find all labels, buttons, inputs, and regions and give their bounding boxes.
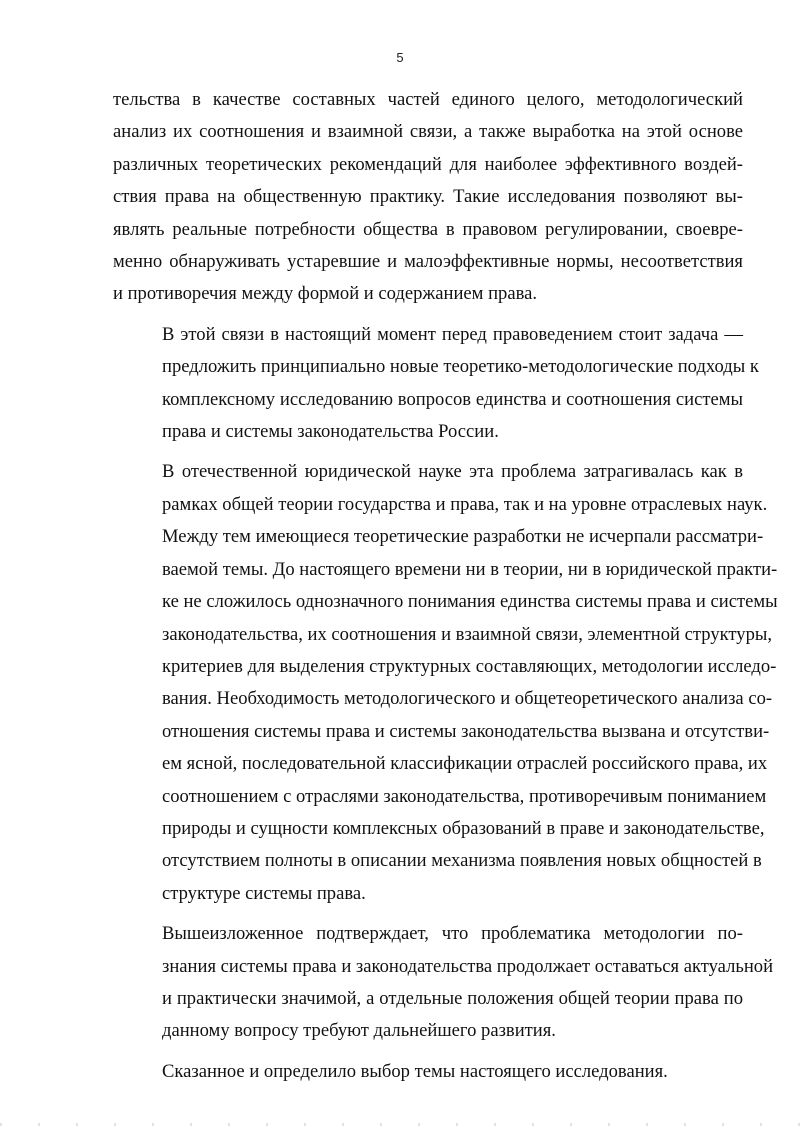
paragraph	[113, 319, 759, 449]
text-line: данному вопросу требуют дальнейшего развития.	[162, 1020, 556, 1042]
text-line: различных теоретических рекомендаций для наиболее эффективного воздей-	[113, 153, 743, 175]
text-line: В отечественной юридической науке эта проблема затрагивалась как в	[162, 461, 743, 483]
text-line: менно обнаруживать устаревшие и малоэффективные нормы, несоответствия	[113, 251, 743, 273]
paragraph	[113, 918, 774, 1048]
paragraph	[113, 1056, 743, 1088]
page-number: 5	[396, 50, 404, 65]
document-body	[113, 84, 778, 1088]
paragraph	[113, 456, 778, 910]
text-line: и практически значимой, а отдельные положения общей теории права по	[162, 987, 743, 1009]
text-line: Сказанное и определило выбор темы настоящего исследования.	[162, 1060, 668, 1082]
paragraph	[113, 84, 743, 311]
text-line: критериев для выделения структурных составляющих, методологии исследо-	[162, 655, 777, 677]
text-line: ке не сложилось однозначного понимания единства системы права и системы	[162, 591, 778, 613]
text-line: являть реальные потребности общества в правовом регулировании, своевре-	[113, 218, 743, 240]
text-line: отношения системы права и системы законодательства вызвана и отсутстви-	[162, 720, 770, 742]
text-line: ем ясной, последовательной классификации отраслей российского права, их	[162, 753, 768, 775]
text-line: права и системы законодательства России.	[162, 421, 499, 443]
text-line: соотношением с отраслями законодательства, противоречивым пониманием	[162, 785, 767, 807]
text-line: отсутствием полноты в описании механизма появления новых общностей в	[162, 850, 762, 872]
text-line: и противоречия между формой и содержанием права.	[113, 283, 538, 305]
text-line: рамках общей теории государства и права, так и на уровне отраслевых наук.	[162, 493, 768, 515]
text-line: В этой связи в настоящий момент перед правоведением стоит задача —	[162, 323, 743, 345]
text-line: комплексному исследованию вопросов единства и соотношения системы	[162, 388, 743, 410]
text-line: предложить принципиально новые теоретико-методологические подходы к	[162, 356, 759, 378]
scan-artifact	[0, 1123, 800, 1126]
text-line: природы и сущности комплексных образований в праве и законодательстве,	[162, 817, 765, 839]
text-line: структуре системы права.	[162, 882, 366, 904]
text-line: вания. Необходимость методологического и общетеоретического анализа со-	[162, 688, 773, 710]
text-line: законодательства, их соотношения и взаимной связи, элементной структуры,	[162, 623, 773, 645]
text-line: тельства в качестве составных частей единого целого, методологический	[113, 89, 743, 110]
text-line: Между тем имеющиеся теоретические разработки не исчерпали рассматри-	[162, 526, 764, 548]
text-line: Вышеизложенное подтверждает, что проблематика методологии по-	[162, 923, 743, 945]
text-line: знания системы права и законодательства продолжает оставаться актуальной	[162, 955, 774, 977]
text-line: ваемой темы. До настоящего времени ни в теории, ни в юридической практи-	[162, 558, 778, 580]
text-line: анализ их соотношения и взаимной связи, а также выработка на этой основе	[113, 121, 743, 143]
text-line: ствия права на общественную практику. Такие исследования позволяют вы-	[113, 186, 743, 208]
